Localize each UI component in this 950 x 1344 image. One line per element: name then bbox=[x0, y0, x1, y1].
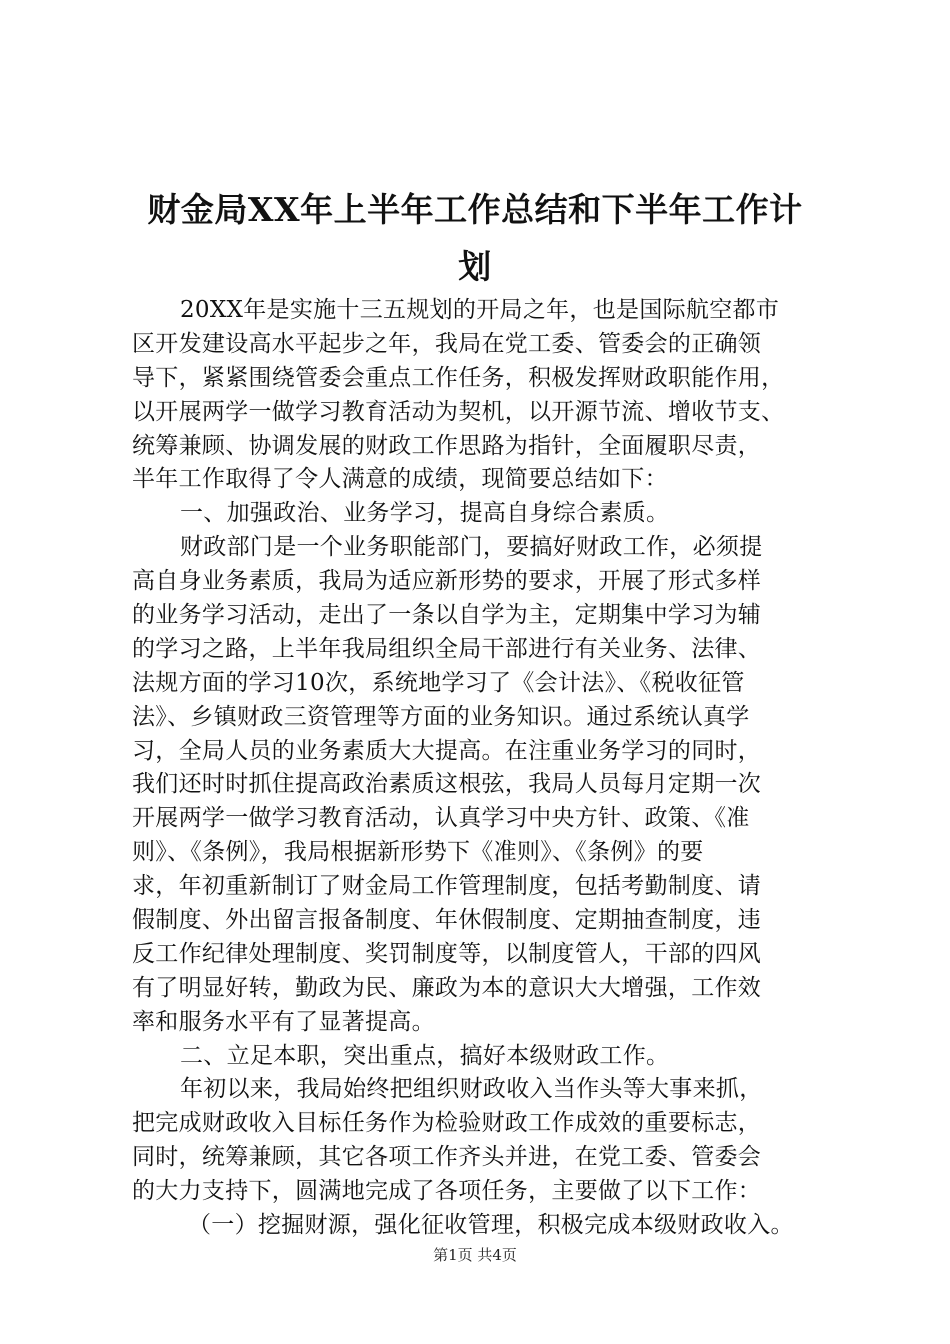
paragraph-line: 同时，统筹兼顾，其它各项工作齐头并进，在党工委、管委会 bbox=[132, 1144, 762, 1171]
paragraph-line: 求，年初重新制订了财金局工作管理制度，包括考勤制度、请 bbox=[132, 873, 762, 900]
paragraph-line: 统筹兼顾、协调发展的财政工作思路为指针，全面履职尽责， bbox=[132, 432, 762, 459]
paragraph-line: 法规方面的学习10次，系统地学习了《会计法》、《税收征管 bbox=[132, 669, 745, 696]
paragraph-line: 率和服务水平有了显著提高。 bbox=[132, 1008, 435, 1035]
paragraph-line: 年初以来，我局始终把组织财政收入当作头等大事来抓， bbox=[180, 1076, 763, 1103]
paragraph-line: 我们还时时抓住提高政治素质这根弦，我局人员每月定期一次 bbox=[132, 771, 762, 798]
paragraph-line: 高自身业务素质，我局为适应新形势的要求，开展了形式多样 bbox=[132, 568, 762, 595]
paragraph-line: 的业务学习活动，走出了一条以自学为主，定期集中学习为辅 bbox=[132, 602, 762, 629]
section-heading: 二、立足本职，突出重点，搞好本级财政工作。 bbox=[180, 1042, 670, 1069]
paragraph-line: 习，全局人员的业务素质大大提高。在注重业务学习的同时， bbox=[132, 737, 762, 764]
subsection-heading: （一）挖掘财源，强化征收管理，积极完成本级财政收入。 bbox=[188, 1212, 794, 1239]
paragraph-line: 半年工作取得了令人满意的成绩，现简要总结如下： bbox=[132, 466, 668, 493]
paragraph-line: 的学习之路，上半年我局组织全局干部进行有关业务、法律、 bbox=[132, 635, 762, 662]
document-title-line-1: 财金局XX年上半年工作总结和下半年工作计 bbox=[147, 190, 803, 229]
paragraph-line: 法》、乡镇财政三资管理等方面的业务知识。通过系统认真学 bbox=[132, 703, 750, 730]
document-title-line-2: 划 bbox=[458, 247, 492, 286]
paragraph-line: 导下，紧紧围绕管委会重点工作任务，积极发挥财政职能作用， bbox=[132, 364, 785, 391]
paragraph-line: 反工作纪律处理制度、奖罚制度等，以制度管人，干部的四风 bbox=[132, 940, 762, 967]
paragraph-line: 则》、《条例》，我局根据新形势下《准则》、《条例》的要 bbox=[132, 839, 704, 866]
paragraph-line: 有了明显好转，勤政为民、廉政为本的意识大大增强，工作效 bbox=[132, 974, 762, 1001]
paragraph-line: 把完成财政收入目标任务作为检验财政工作成效的重要标志， bbox=[132, 1110, 762, 1137]
paragraph-line: 财政部门是一个业务职能部门，要搞好财政工作，必须提 bbox=[180, 534, 763, 561]
document-body bbox=[132, 294, 852, 1243]
page-footer: 第1页 共4页 bbox=[433, 1246, 517, 1264]
section-heading: 一、加强政治、业务学习，提高自身综合素质。 bbox=[180, 500, 670, 527]
paragraph-line: 开展两学一做学习教育活动，认真学习中央方针、政策、《准 bbox=[132, 805, 750, 832]
paragraph-line: 20XX年是实施十三五规划的开局之年，也是国际航空都市 bbox=[180, 297, 780, 323]
paragraph-line: 区开发建设高水平起步之年，我局在党工委、管委会的正确领 bbox=[132, 330, 762, 357]
paragraph-line: 以开展两学一做学习教育活动为契机，以开源节流、增收节支、 bbox=[132, 398, 785, 425]
paragraph-line: 假制度、外出留言报备制度、年休假制度、定期抽查制度，违 bbox=[132, 907, 762, 934]
paragraph-line: 的大力支持下，圆满地完成了各项任务，主要做了以下工作： bbox=[132, 1178, 762, 1205]
